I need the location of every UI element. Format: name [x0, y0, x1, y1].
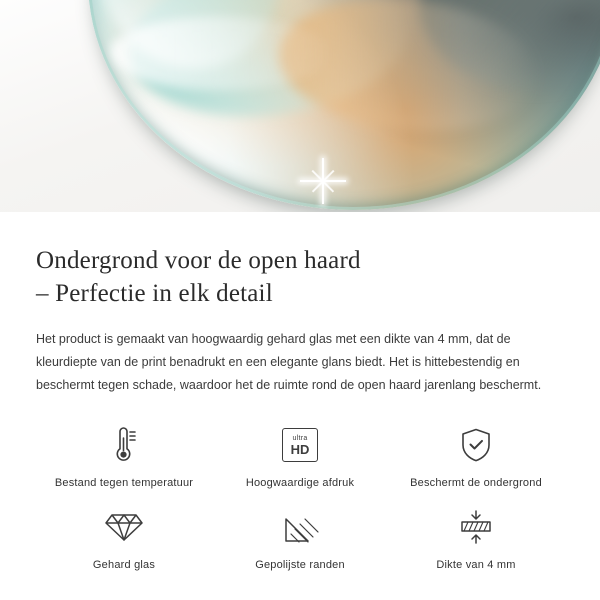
- page-title-line-1: Ondergrond voor de open haard: [36, 247, 361, 274]
- diamond-icon: [104, 505, 144, 549]
- ultra-hd-badge-top: ultra: [292, 434, 308, 442]
- feature-tempered-glass: [36, 505, 212, 571]
- ultra-hd-badge: [282, 428, 318, 462]
- feature-label: Hoogwaardige afdruk: [245, 477, 355, 490]
- feature-label: Gepolijste randen: [255, 559, 345, 572]
- feature-print-quality: [212, 423, 388, 489]
- page-title-line-2: – Perfectie in elk detail: [36, 280, 273, 307]
- thickness-4mm-icon: [456, 505, 496, 549]
- thermometer-icon: [106, 423, 142, 467]
- feature-label: Dikte van 4 mm: [436, 559, 516, 572]
- feature-polished-edges: [212, 505, 388, 571]
- ultra-hd-badge-bottom: HD: [290, 441, 310, 457]
- polished-edges-icon: [281, 505, 319, 549]
- feature-surface-protection: [388, 423, 564, 489]
- feature-label: Beschermt de ondergrond: [410, 477, 542, 490]
- feature-temperature: [36, 423, 212, 489]
- feature-label: Bestand tegen temperatuur: [54, 477, 194, 490]
- feature-grid: [36, 423, 564, 571]
- hero-image: [0, 0, 600, 212]
- feature-label: Gehard glas: [92, 559, 156, 572]
- description-paragraph: Het product is gemaakt van hoogwaardig gehard glas met een dikte van 4 mm, dat de kleurdiepte van de print benadrukt en een elegante glans biedt. Het is hittebestendig en beschermt tegen schade, waardoor het de ruimte rond de open haard jarenlang beschermt.: [36, 332, 542, 393]
- ultra-hd-icon: [282, 423, 318, 467]
- feature-thickness: [388, 505, 564, 571]
- shield-check-icon: [459, 423, 493, 467]
- page-title: [36, 244, 564, 310]
- text-content: [0, 212, 600, 397]
